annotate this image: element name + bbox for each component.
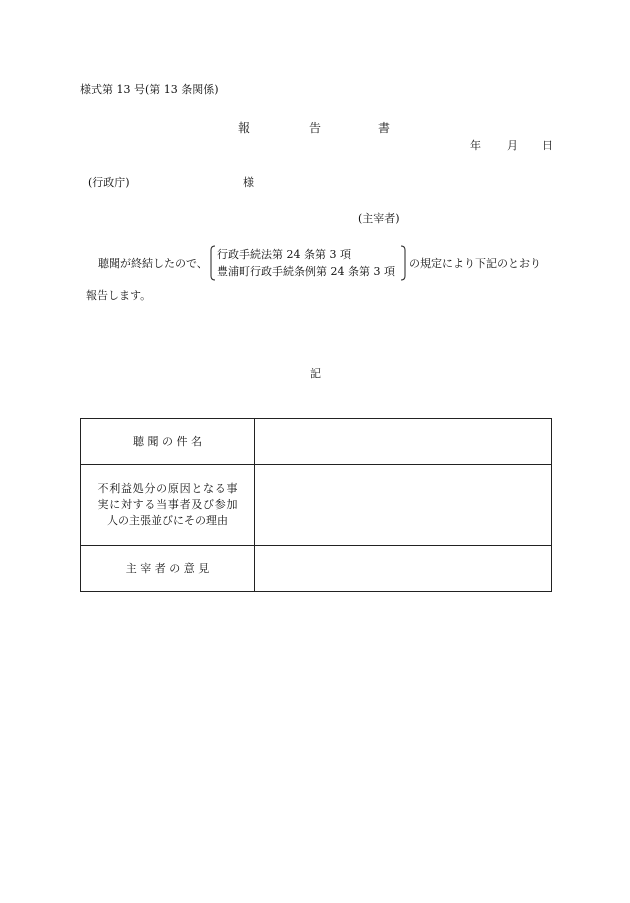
date-day: 日 [542, 139, 553, 152]
row-label-opinion: 主 宰 者 の 意 見 [81, 546, 255, 592]
date-month: 月 [507, 139, 518, 152]
presider-label: (主宰者) [358, 212, 400, 225]
date-year: 年 [470, 139, 481, 152]
row-value-claims[interactable] [255, 465, 552, 546]
claims-label-text: 不利益処分の原因となる事実に対する当事者及び参加人の主張並びにその理由 [97, 482, 238, 527]
body-tail-text: の規定により下記のとおり [409, 257, 541, 270]
document-title [0, 119, 630, 135]
body-lead-text: 聴聞が終結したので、 [98, 257, 208, 270]
report-table [80, 418, 552, 592]
table-row [81, 546, 552, 592]
ki-heading: 記 [310, 367, 321, 380]
addressee-honorific: 様 [243, 176, 254, 189]
body-closing-text: 報告します。 [86, 289, 152, 302]
row-value-case-name[interactable] [255, 419, 552, 465]
form-number: 様式第 13 号(第 13 条関係) [80, 83, 219, 96]
row-value-opinion[interactable] [255, 546, 552, 592]
table-row [81, 419, 552, 465]
row-label-case-name: 聴 聞 の 件 名 [81, 419, 255, 465]
row-label-claims [81, 465, 255, 546]
title-char-2: 告 [309, 121, 322, 135]
table-row [81, 465, 552, 546]
law-reference-bracket [209, 245, 407, 281]
title-char-1: 報 [238, 121, 251, 135]
law-reference-2: 豊浦町行政手続条例第 24 条第 3 項 [217, 265, 395, 278]
law-reference-1: 行政手続法第 24 条第 3 項 [217, 248, 351, 261]
addressee-agency: (行政庁) [88, 176, 130, 189]
title-char-3: 書 [378, 121, 391, 135]
